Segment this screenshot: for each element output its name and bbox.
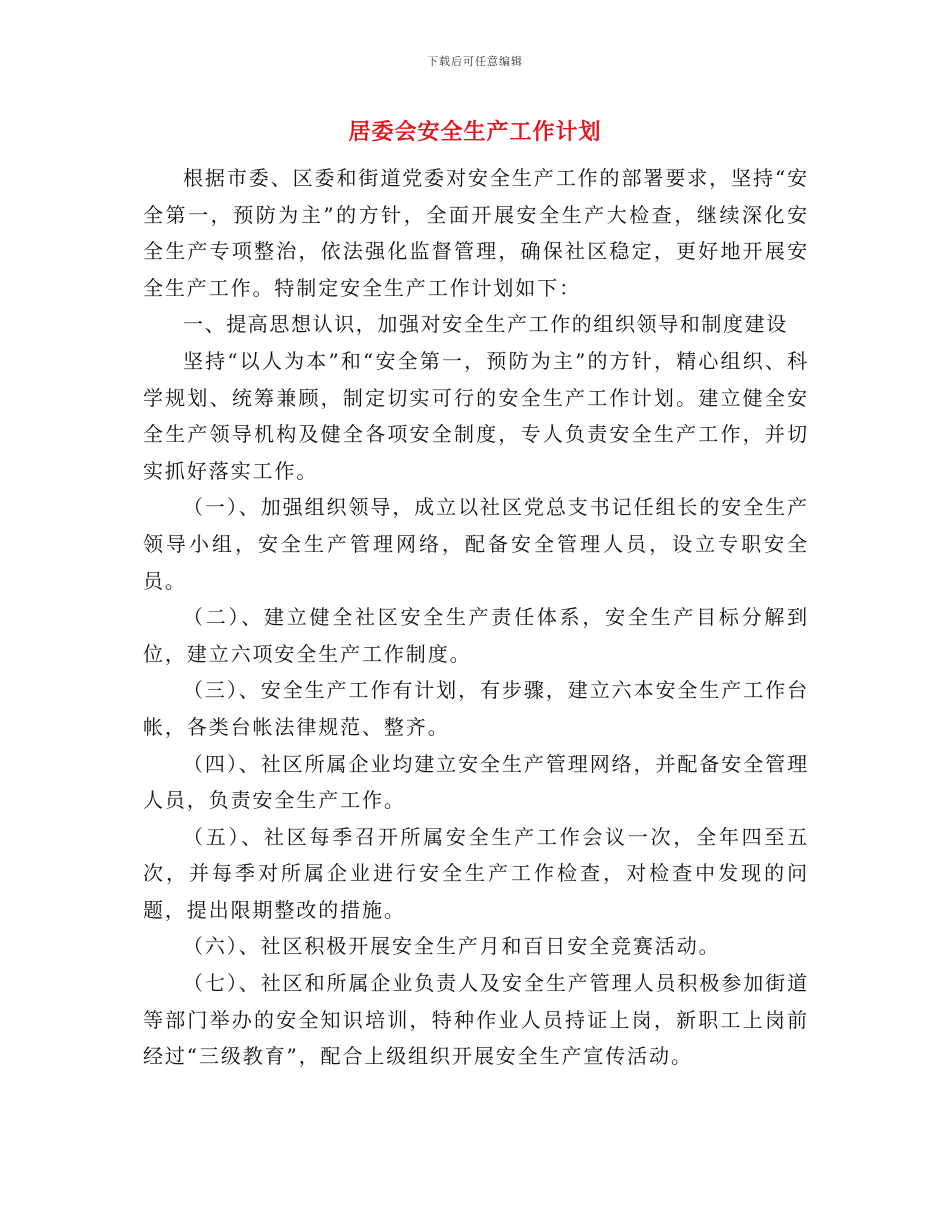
document-body [143, 160, 809, 1075]
list-item-6: （六）、社区积极开展安全生产月和百日安全竞赛活动。 [183, 934, 721, 959]
paragraph-section-1: 坚持“以人为本”和“安全第一，预防为主”的方针，精心组织、科学规划、统筹兼顾，制定切实可行的安全生产工作计划。建立健全安全生产领导机构及健全各项安全制度，专人负责安全生产工作，并切实抓好落实工作。 [143, 348, 809, 483]
list-item-2: （二）、建立健全社区安全生产责任体系，安全生产目标分解到位，建立六项安全生产工作制度。 [143, 605, 809, 666]
header-note: 下载后可任意编辑 [427, 55, 523, 68]
paragraph-intro: 根据市委、区委和街道党委对安全生产工作的部署要求，坚持“安全第一，预防为主”的方针，全面开展安全生产大检查，继续深化安全生产专项整治，依法强化监督管理，确保社区稳定，更好地开展安全生产工作。特制定安全生产工作计划如下： [143, 166, 809, 300]
list-item-4: （四）、社区所属企业均建立安全生产管理网络，并配备安全管理人员，负责安全生产工作。 [143, 751, 809, 813]
list-item-7: （七）、社区和所属企业负责人及安全生产管理人员积极参加街道等部门举办的安全知识培训，特种作业人员持证上岗，新职工上岗前经过“三级教育”，配合上级组织开展安全生产宣传活动。 [143, 971, 809, 1069]
list-item-1: （一）、加强组织领导，成立以社区党总支书记任组长的安全生产领导小组，安全生产管理网络，配备安全管理人员，设立专职安全员。 [143, 495, 809, 593]
section-heading-1: 一、提高思想认识，加强对安全生产工作的组织领导和制度建设 [183, 312, 788, 337]
list-item-3: （三）、安全生产工作有计划，有步骤，建立六本安全生产工作台帐，各类台帐法律规范、整齐。 [143, 678, 809, 739]
list-item-5: （五）、社区每季召开所属安全生产工作会议一次，全年四至五次，并每季对所属企业进行安全生产工作检查，对检查中发现的问题，提出限期整改的措施。 [143, 824, 809, 922]
document-title: 居委会安全生产工作计划 [348, 119, 602, 145]
